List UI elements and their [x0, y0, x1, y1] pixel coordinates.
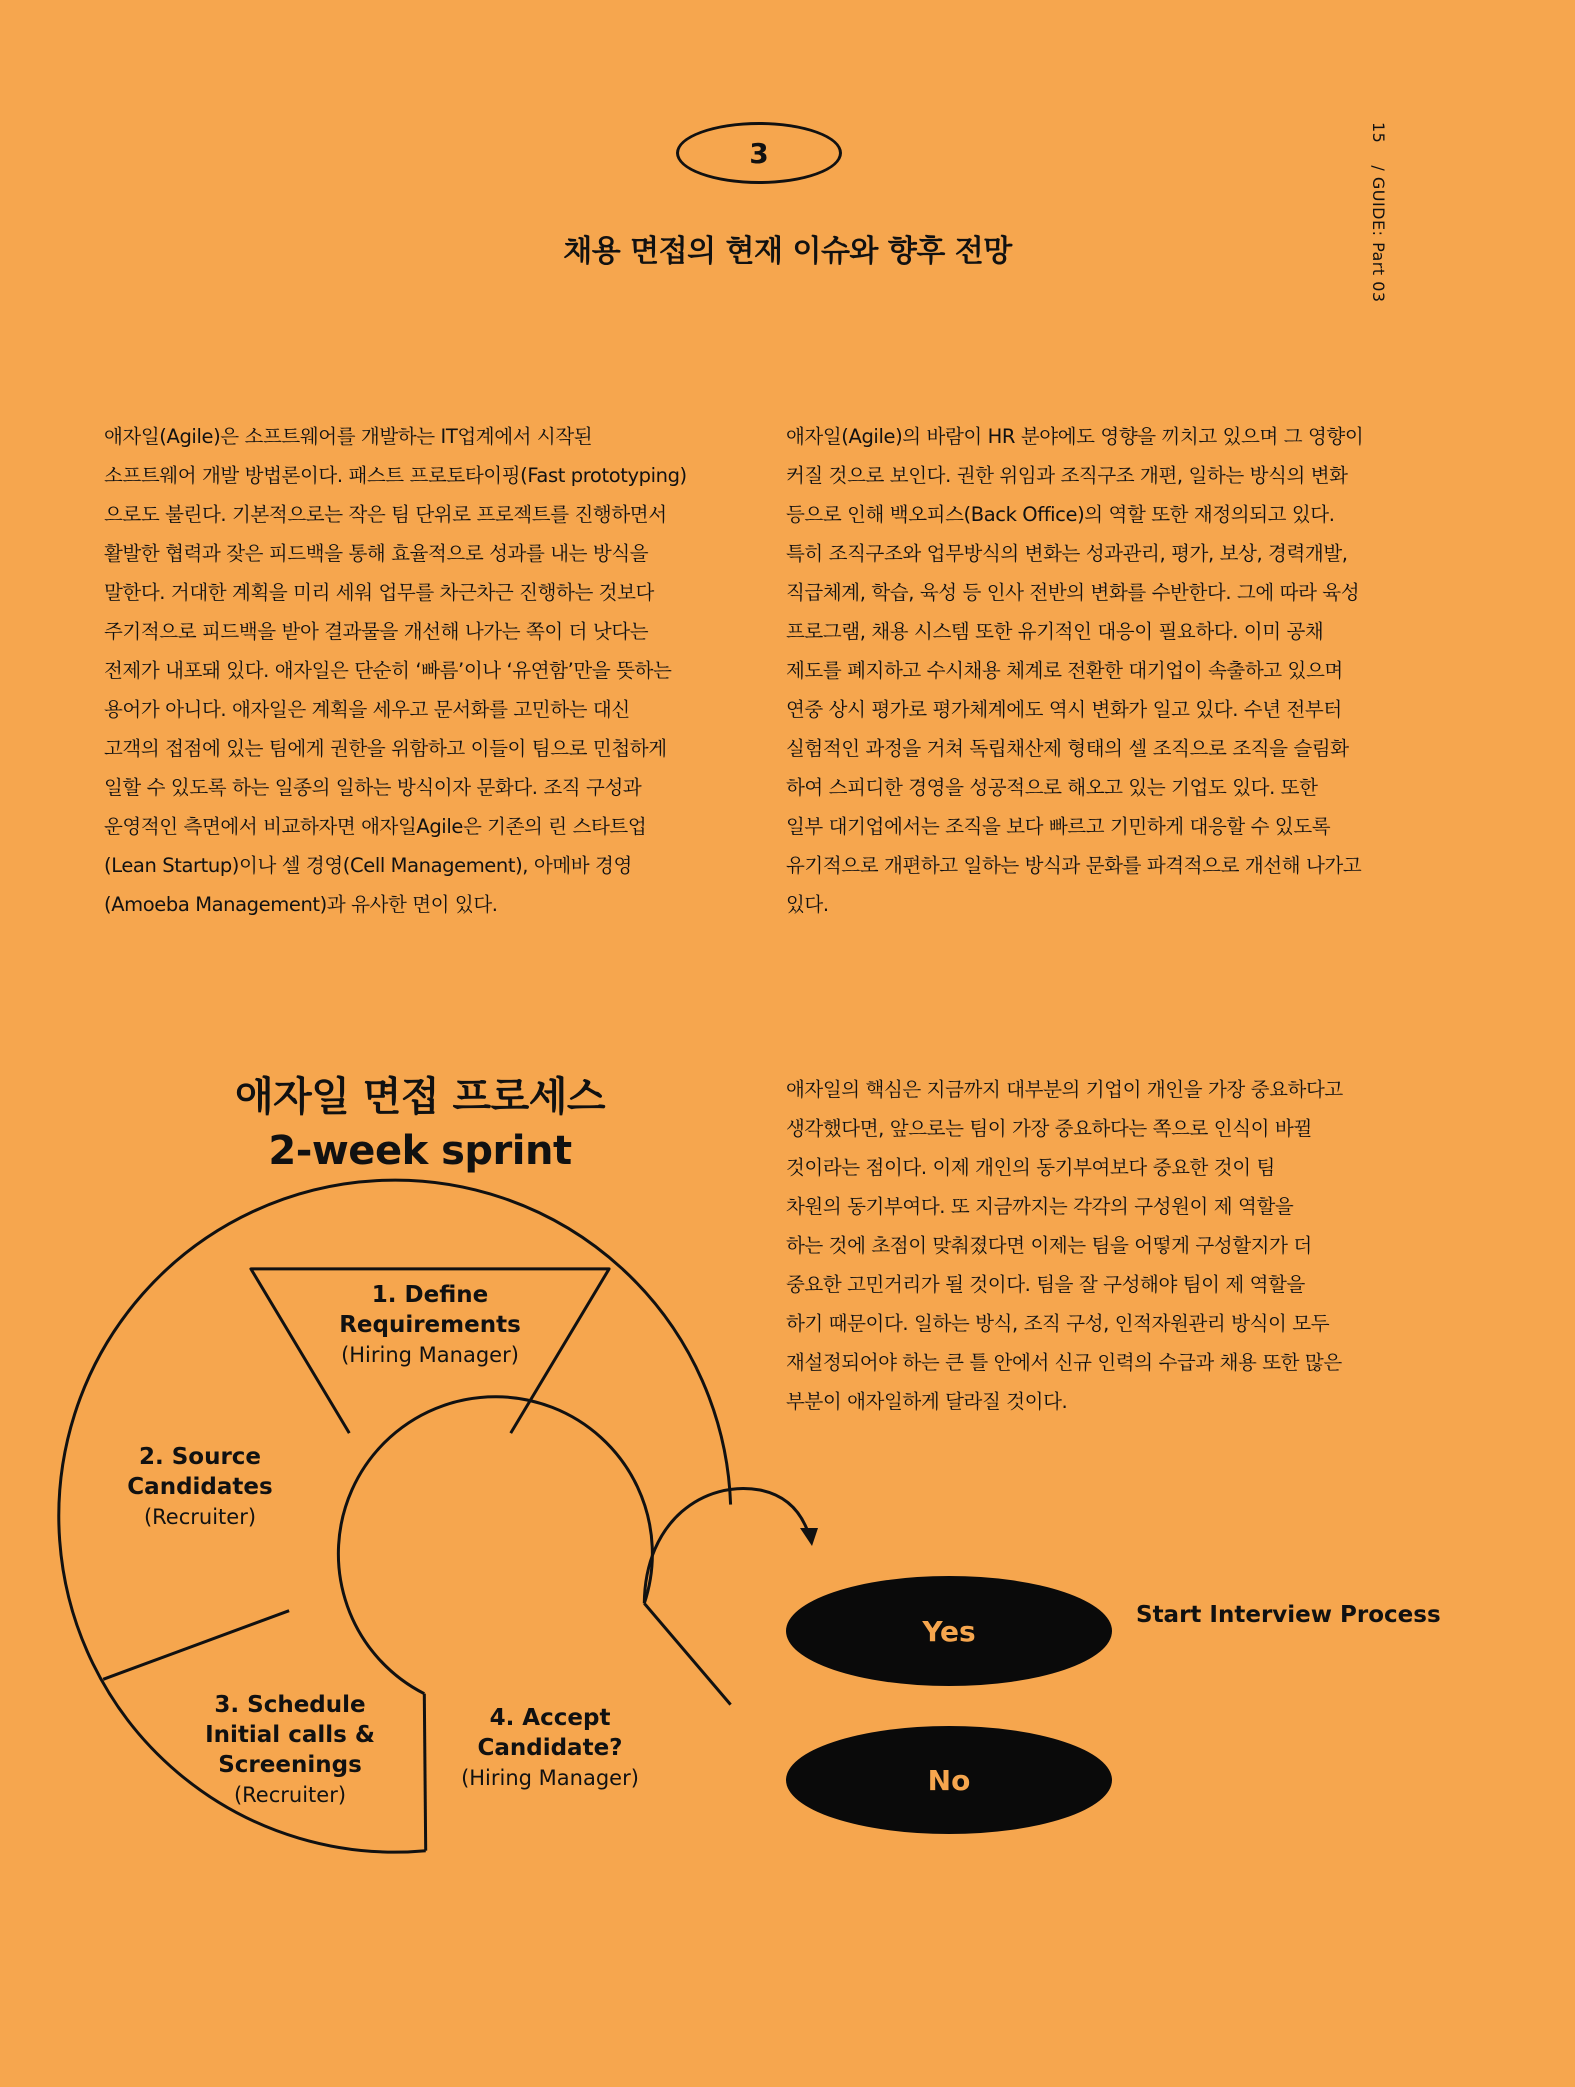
segment-schedule-label	[190, 1690, 390, 1810]
text-line: 커질 것으로 보인다. 권한 위임과 조직구조 개편, 일하는 방식의 변화	[786, 464, 1348, 487]
feedback-arrow-curve	[644, 1488, 808, 1603]
text-line: 차원의 동기부여다. 또 지금까지는 각각의 구성원이 제 역할을	[786, 1195, 1294, 1218]
text-line: 있다.	[786, 893, 829, 916]
text-line: 프로그램, 채용 시스템 또한 유기적인 대응이 필요하다. 이미 공채	[786, 620, 1324, 643]
text-line: 것이라는 점이다. 이제 개인의 동기부여보다 중요한 것이 팀	[786, 1156, 1275, 1179]
diagram-subtitle: 2-week sprint	[268, 1128, 572, 1174]
text-line: 말한다. 거대한 계획을 미리 세워 업무를 차근차근 진행하는 것보다	[104, 581, 654, 604]
arrowhead-icon	[800, 1528, 818, 1546]
text-line: 유기적으로 개편하고 일하는 방식과 문화를 파격적으로 개선해 나가고	[786, 854, 1362, 877]
segment-title: 1. Define	[371, 1282, 489, 1308]
text-line: 일부 대기업에서는 조직을 보다 빠르고 기민하게 대응할 수 있도록	[786, 815, 1331, 838]
text-line: 애자일(Agile)은 소프트웨어를 개발하는 IT업계에서 시작된	[104, 425, 593, 448]
segment-title: 4. Accept	[489, 1705, 611, 1731]
start-interview-label: Start Interview Process	[1136, 1602, 1441, 1628]
segment-title: 3. Schedule	[214, 1692, 366, 1718]
segment-title: Screenings	[218, 1752, 362, 1778]
segment-divider	[424, 1694, 425, 1851]
text-line: 운영적인 측면에서 비교하자면 애자일Agile은 기존의 린 스타트업	[104, 815, 647, 838]
no-pill	[786, 1726, 1112, 1834]
ring-inner-edge	[338, 1397, 652, 1694]
segment-source-label	[110, 1442, 290, 1532]
text-line: 하여 스피디한 경영을 성공적으로 해오고 있는 기업도 있다. 또한	[786, 776, 1318, 799]
text-line: 직급체계, 학습, 육성 등 인사 전반의 변화를 수반한다. 그에 따라 육성	[786, 581, 1360, 604]
yes-label: Yes	[922, 1614, 976, 1648]
segment-title: Initial calls &	[205, 1722, 375, 1748]
guide-label: / GUIDE: Part 03	[1369, 165, 1388, 303]
segment-role: (Recruiter)	[233, 1783, 347, 1807]
section-title: 채용 면접의 현재 이슈와 향후 전망	[563, 234, 1012, 269]
segment-role: (Hiring Manager)	[341, 1343, 519, 1367]
segment-accept-label	[450, 1703, 650, 1793]
segment-role: (Hiring Manager)	[461, 1766, 639, 1790]
page-number: 15	[1369, 122, 1388, 144]
text-line: 재설정되어야 하는 큰 틀 안에서 신규 인력의 수급과 채용 또한 많은	[786, 1351, 1342, 1374]
text-line: 활발한 협력과 잦은 피드백을 통해 효율적으로 성과를 내는 방식을	[104, 542, 649, 565]
text-line: 중요한 고민거리가 될 것이다. 팀을 잘 구성해야 팀이 제 역할을	[786, 1273, 1305, 1296]
diagram-title-line: 애자일 면접 프로세스	[234, 1074, 606, 1120]
text-line: 실험적인 과정을 거쳐 독립채산제 형태의 셀 조직으로 조직을 슬림화	[786, 737, 1349, 760]
segment-title: 2. Source	[138, 1444, 262, 1470]
segment-divider	[103, 1611, 289, 1680]
segment-title: Candidate?	[477, 1735, 623, 1761]
segment-define-label	[330, 1280, 530, 1370]
text-line: 등으로 인해 백오피스(Back Office)의 역할 또한 재정의되고 있다.	[786, 503, 1335, 526]
text-line: 하기 때문이다. 일하는 방식, 조직 구성, 인적자원관리 방식이 모두	[786, 1312, 1330, 1335]
text-line: 부분이 애자일하게 달라질 것이다.	[786, 1390, 1068, 1413]
text-line: 하는 것에 초점이 맞춰졌다면 이제는 팀을 어떻게 구성할지가 더	[786, 1234, 1312, 1257]
text-line: 특히 조직구조와 업무방식의 변화는 성과관리, 평가, 보상, 경력개발,	[786, 542, 1348, 565]
text-line: 소프트웨어 개발 방법론이다. 패스트 프로토타이핑(Fast prototyping)	[104, 464, 687, 487]
section-number: 3	[749, 136, 769, 170]
text-line: 제도를 폐지하고 수시채용 체계로 전환한 대기업이 속출하고 있으며	[786, 659, 1343, 682]
segment-role: (Recruiter)	[143, 1505, 257, 1529]
text-line: 애자일의 핵심은 지금까지 대부분의 기업이 개인을 가장 중요하다고	[786, 1078, 1343, 1101]
segment-title: Candidates	[127, 1474, 273, 1500]
text-line: 으로도 불린다. 기본적으로는 작은 팀 단위로 프로젝트를 진행하면서	[104, 503, 667, 526]
text-line: 연중 상시 평가로 평가체계에도 역시 변화가 일고 있다. 수년 전부터	[786, 698, 1342, 721]
text-line: 고객의 접점에 있는 팀에게 권한을 위함하고 이들이 팀으로 민첩하게	[104, 737, 667, 760]
text-line: 애자일(Agile)의 바람이 HR 분야에도 영향을 끼치고 있으며 그 영향이	[786, 425, 1364, 448]
text-line: 주기적으로 피드백을 받아 결과물을 개선해 나가는 쪽이 더 낫다는	[104, 620, 649, 643]
no-label: No	[927, 1763, 971, 1797]
text-line: 용어가 아니다. 애자일은 계획을 세우고 문서화를 고민하는 대신	[104, 698, 630, 721]
text-line: (Amoeba Management)과 유사한 면이 있다.	[104, 893, 498, 916]
text-line: 전제가 내포돼 있다. 애자일은 단순히 ‘빠름’이나 ‘유연함’만을 뜻하는	[104, 659, 672, 682]
segment-accept-edge	[644, 1603, 730, 1704]
text-line: 생각했다면, 앞으로는 팀이 가장 중요하다는 쪽으로 인식이 바뀔	[786, 1117, 1312, 1140]
text-line: 일할 수 있도록 하는 일종의 일하는 방식이자 문화다. 조직 구성과	[104, 776, 642, 799]
segment-title: Requirements	[339, 1312, 521, 1338]
text-line: (Lean Startup)이나 셀 경영(Cell Management), 아메바 경영	[104, 854, 632, 877]
yes-pill	[786, 1576, 1112, 1686]
